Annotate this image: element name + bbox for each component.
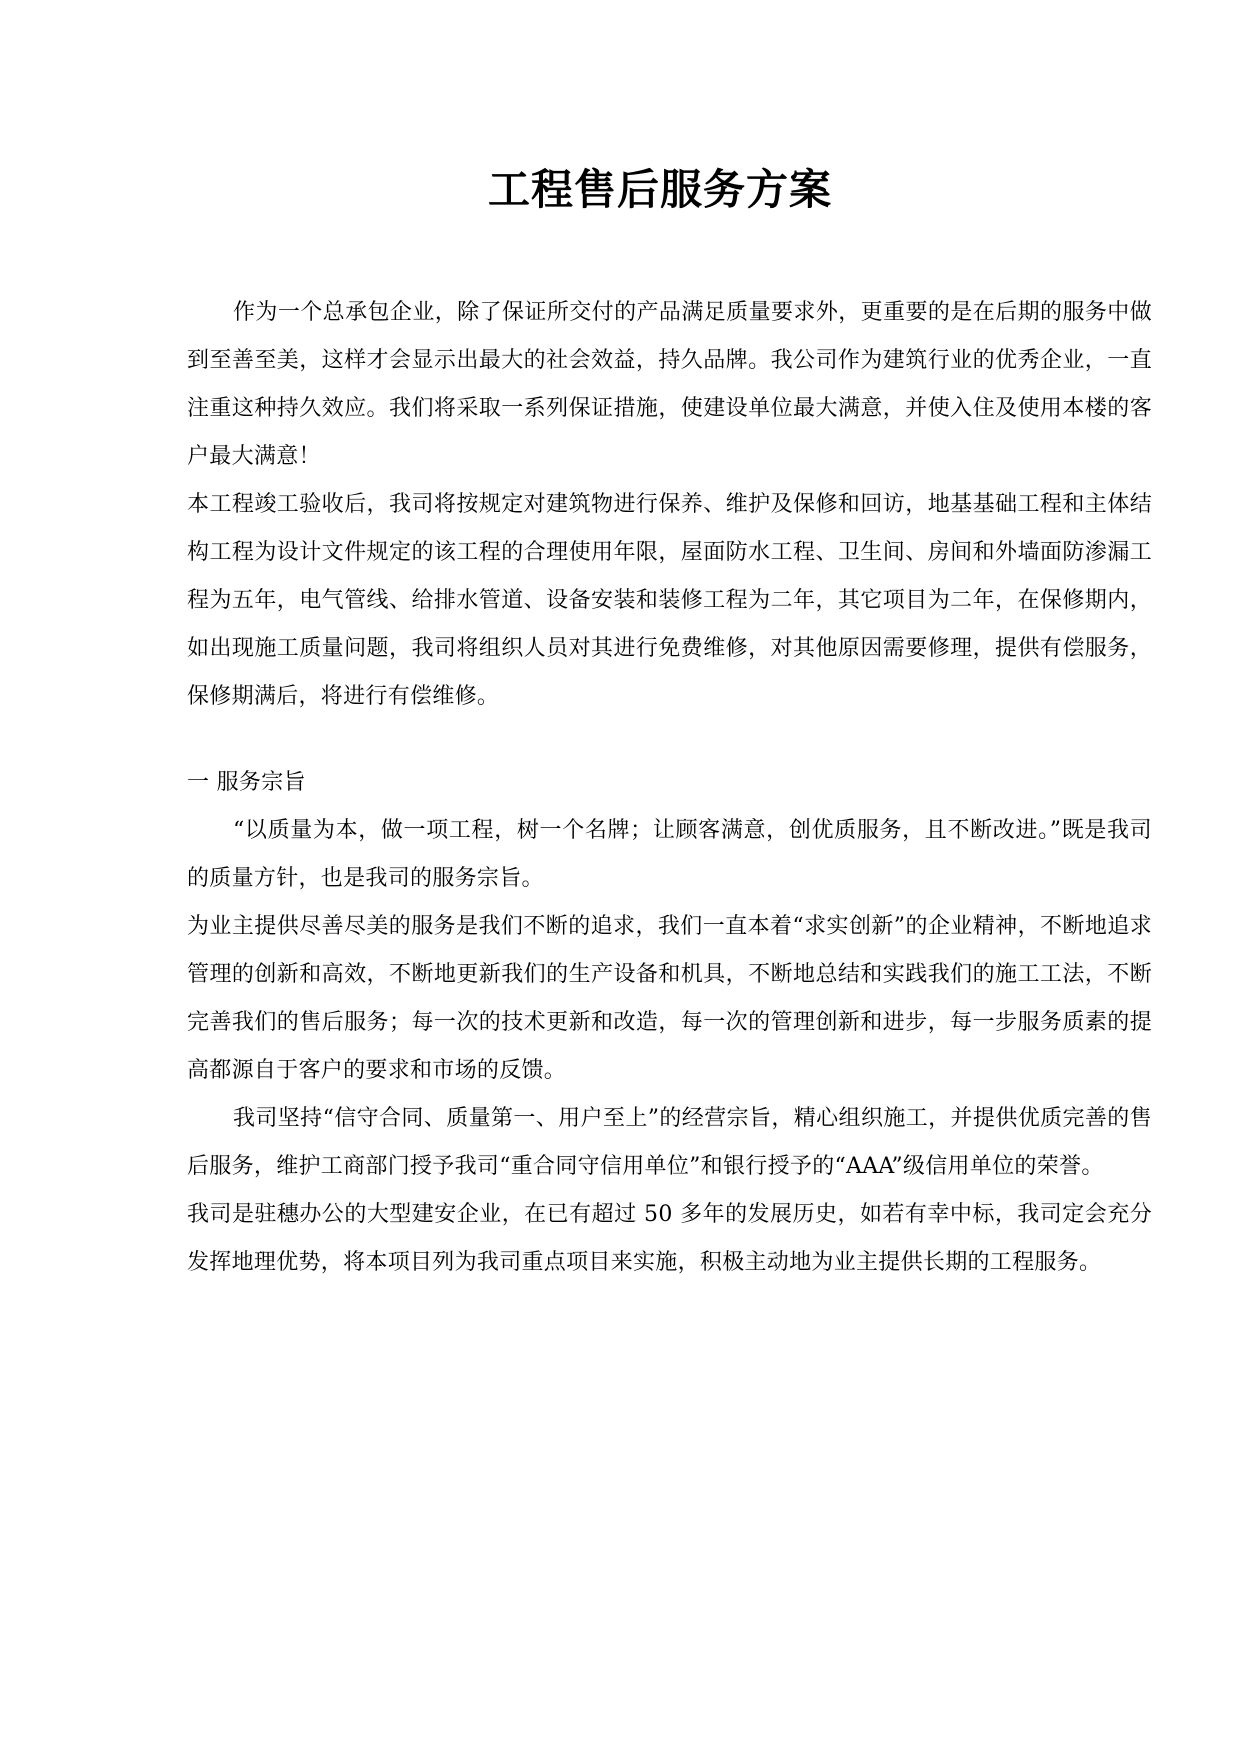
section-paragraph-1: “以质量为本，做一项工程，树一个名牌；让顾客满意，创优质服务，且不断改进。”既是我司的质量方针，也是我司的服务宗旨。 xyxy=(187,818,1152,891)
section-heading: 一 服务宗旨 xyxy=(187,770,306,795)
document-body xyxy=(187,289,1152,1287)
document-title: 工程售后服务方案 xyxy=(487,165,832,214)
section-paragraph-3: 我司坚持“信守合同、质量第一、用户至上”的经营宗旨，精心组织施工，并提供优质完善的售后服务，维护工商部门授予我司“重合同守信用单位”和银行授予的“AAA”级信用单位的荣誉。 xyxy=(187,1106,1152,1179)
section-paragraph-2: 为业主提供尽善尽美的服务是我们不断的追求，我们一直本着“求实创新”的企业精神，不断地追求管理的创新和高效，不断地更新我们的生产设备和机具，不断地总结和实践我们的施工工法，不断完善我们的售后服务；每一次的技术更新和改造，每一次的管理创新和进步，每一步服务质素的提高都源自于客户的要求和市场的反馈。 xyxy=(187,914,1152,1083)
intro-paragraph-2: 本工程竣工验收后，我司将按规定对建筑物进行保养、维护及保修和回访，地基基础工程和主体结构工程为设计文件规定的该工程的合理使用年限，屋面防水工程、卫生间、房间和外墙面防渗漏工程为五年，电气管线、给排水管道、设备安装和装修工程为二年，其它项目为二年，在保修期内，如出现施工质量问题，我司将组织人员对其进行免费维修，对其他原因需要修理，提供有偿服务，保修期满后，将进行有偿维修。 xyxy=(187,492,1152,709)
intro-paragraph-1: 作为一个总承包企业，除了保证所交付的产品满足质量要求外，更重要的是在后期的服务中做到至善至美，这样才会显示出最大的社会效益，持久品牌。我公司作为建筑行业的优秀企业，一直注重这种持久效应。我们将采取一系列保证措施，使建设单位最大满意，并使入住及使用本楼的客户最大满意！ xyxy=(187,300,1152,469)
paragraph-spacer xyxy=(187,721,1152,759)
section-paragraph-4: 我司是驻穗办公的大型建安企业，在已有超过 50 多年的发展历史，如若有幸中标，我司定会充分发挥地理优势，将本项目列为我司重点项目来实施，积极主动地为业主提供长期的工程服务。 xyxy=(187,1202,1152,1275)
